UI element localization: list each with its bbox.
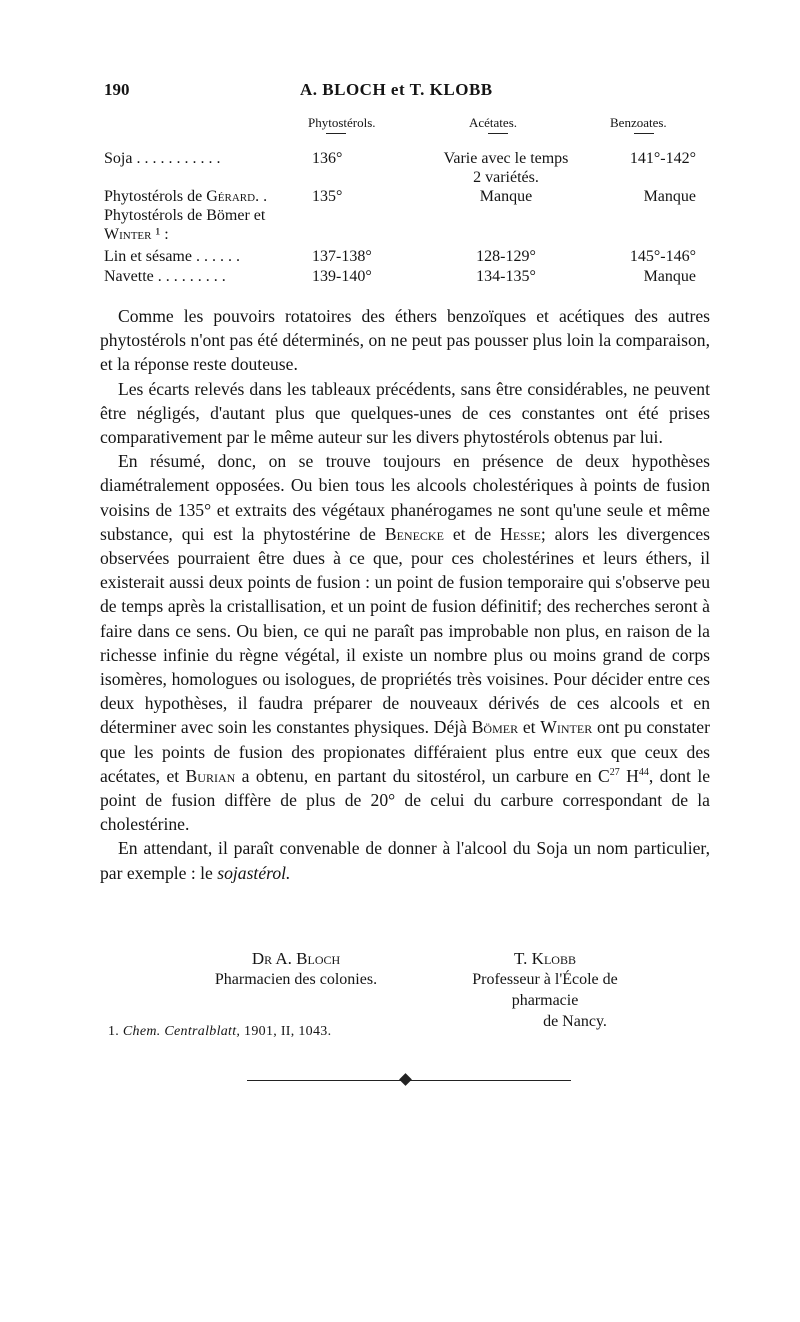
italic-term: sojastérol. xyxy=(217,862,291,883)
table-row xyxy=(104,150,704,170)
footnote xyxy=(108,1024,331,1040)
paragraph: Les écarts relevés dans les tableaux précédents, sans être considérables, ne peuvent être négligés, d'autant plus que quelques-unes de ces constantes ont été prises comparativement par le même auteur sur les divers phytostérols obtenus par lui. xyxy=(100,378,710,448)
footnote-ref: ¹ : xyxy=(151,226,169,243)
text-run: , dont le point de fusion diffère de plus de 20° de celui du carbure correspondant de la cholestérine. xyxy=(100,765,711,835)
table-row xyxy=(104,226,704,246)
author-name: Hesse xyxy=(500,523,541,544)
table-row xyxy=(104,248,704,268)
author-title: de Nancy. xyxy=(543,1013,607,1030)
benzoate-value: Manque xyxy=(643,268,696,285)
diamond-icon xyxy=(399,1073,412,1086)
signature-bloch xyxy=(196,948,396,990)
row-label: Navette . . . . . . . . . xyxy=(104,268,226,285)
label-text: Phytostérols de xyxy=(104,188,207,205)
acetate-value: 134-135° xyxy=(476,268,536,285)
table-row xyxy=(104,169,704,189)
paragraph xyxy=(100,449,710,836)
author-name: Dr A. Bloch xyxy=(251,949,341,968)
text-run: En attendant, il paraît convenable de donner à l'alcool du Soja un nom particulier, par exemple : le xyxy=(100,838,710,883)
table-row xyxy=(104,188,704,208)
author-name: Winter xyxy=(104,226,152,243)
signature-klobb xyxy=(440,948,650,1032)
text-run: et xyxy=(522,717,536,738)
acetate-value: Manque xyxy=(479,188,533,205)
author-name: Winter xyxy=(540,717,593,738)
paragraph xyxy=(100,836,710,884)
row-label xyxy=(104,226,169,244)
text-run: En résumé, donc, on se trouve toujours en présence de deux hypothèses diamétralement opposées. Ou bien tous les alcools cholestériques à points de fusion voisins de 135° et extraits des végétaux phanérogames ne sont qu'une seule et même substance, qui est la phytostérine de xyxy=(100,451,710,544)
paragraph: Comme les pouvoirs rotatoires des éthers benzoïques et acétiques des autres phytostérols n'ont pas été déterminés, on ne peut pas pousser plus loin la comparaison, et la réponse reste douteuse. xyxy=(100,306,710,375)
phytosterol-value: 139-140° xyxy=(312,268,372,285)
row-label: Phytostérols de Bömer et xyxy=(104,207,266,224)
end-ornament xyxy=(247,1073,571,1087)
author-name: T. Klobb xyxy=(514,949,576,968)
subscript-count: 27 xyxy=(609,767,620,778)
table-row xyxy=(104,268,704,288)
author-title: Professeur à l'École de pharmacie xyxy=(472,971,618,1009)
column-header-phytosterols: Phytostérols. xyxy=(308,115,376,130)
column-rule xyxy=(634,133,654,134)
footnote-number: 1. xyxy=(108,1024,120,1039)
running-title: A. BLOCH et T. KLOBB xyxy=(300,80,493,99)
column-header-acetates: Acétates. xyxy=(469,115,518,130)
text-run: ; alors les divergences observées pourraient être dues à ce que, pour ces cholestérines et leurs éthers, il existerait aussi deux points de fusion : un point de fusion temporaire qui s'observe peu de temps après la cristallisation, et un point de fusion définitif; des recherches seront à faire dans ce sens. Ou bien, ce qui ne paraît pas improbable non plus, en raison de la richesse infinie du règne végétal, il existe un nombre plus ou moins grand de corps isomères, homologues ou isologues, de propriétés très voisines. Pour décider entre ces deux hypothèses, il faudra préparer de nouveaux dérivés de ces alcools et en déterminer avec soin les constantes physiques. Déjà xyxy=(100,523,711,738)
label-dots: . . xyxy=(255,188,268,205)
row-label: Soja . . . . . . . . . . . xyxy=(104,150,221,167)
phytosterol-value: 136° xyxy=(312,150,343,167)
author-name: Bömer xyxy=(471,717,519,738)
benzoate-value: 141°-142° xyxy=(629,150,696,167)
author-name: Gérard xyxy=(206,188,256,205)
author-name: Burian xyxy=(185,765,236,786)
text-run: et de xyxy=(452,523,492,544)
phytosterol-value: 135° xyxy=(312,188,343,205)
acetate-value: Varie avec le temps xyxy=(443,150,569,167)
author-title: Pharmacien des colonies. xyxy=(214,971,378,988)
footnote-source: Chem. Centralblatt, xyxy=(122,1024,241,1039)
page-header xyxy=(104,80,704,104)
subscript-count: 44 xyxy=(638,767,649,778)
benzoate-value: 145°-146° xyxy=(629,248,696,265)
phytosterol-value: 137-138° xyxy=(312,248,372,265)
acetate-value: 2 variétés. xyxy=(473,169,539,186)
footnote-citation: 1901, II, 1043. xyxy=(244,1024,332,1039)
benzoate-value: Manque xyxy=(643,188,696,205)
acetate-value: 128-129° xyxy=(476,248,536,265)
article-body xyxy=(100,304,710,885)
row-label: Lin et sésame . . . . . . xyxy=(104,248,240,265)
author-name: Benecke xyxy=(384,523,444,544)
column-rule xyxy=(488,133,508,134)
row-label xyxy=(104,188,267,206)
text-run: ont pu constater que les points de fusion des propionates différaient plus entre eux que ceux des acétates, et xyxy=(100,717,710,786)
text-run: H xyxy=(619,765,639,786)
table-row xyxy=(104,207,704,227)
column-rule xyxy=(326,133,346,134)
text-run: a obtenu, en partant du sitostérol, un carbure en C xyxy=(241,765,610,786)
column-header-benzoates: Benzoates. xyxy=(610,115,667,130)
page-number: 190 xyxy=(104,80,130,99)
